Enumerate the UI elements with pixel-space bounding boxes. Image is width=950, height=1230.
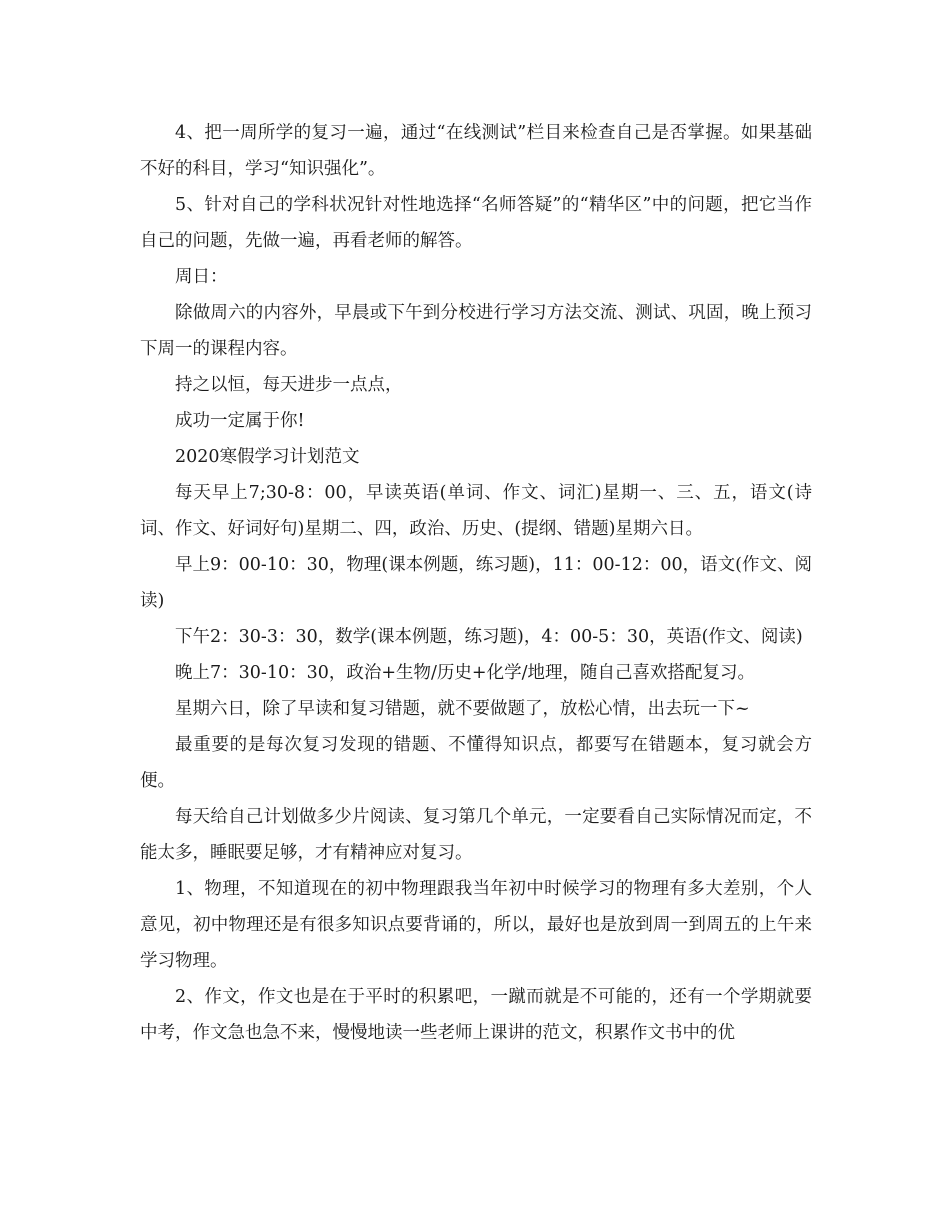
paragraph-3: 周日： <box>175 267 228 287</box>
paragraph-2: 5、针对自己的学科状况针对性地选择“名师答疑”的“精华区”中的问题，把它当作自己的问题，先做一遍，再看老师的解答。 <box>140 195 812 251</box>
document-body <box>140 115 812 1051</box>
paragraph-8: 每天早上7;30-8：00，早读英语(单词、作文、词汇)星期一、三、五，语文(诗词、作文、好词好句)星期二、四，政治、历史、(提纲、错题)星期六日。 <box>140 483 812 539</box>
section-heading: 2020寒假学习计划范文 <box>175 447 360 467</box>
paragraph-12: 星期六日，除了早读和复习错题，就不要做题了，放松心情，出去玩一下~ <box>175 699 750 719</box>
paragraph-16: 2、作文，作文也是在于平时的积累吧，一蹴而就是不可能的，还有一个学期就要中考，作文急也急不来，慢慢地读一些老师上课讲的范文，积累作文书中的优 <box>140 987 812 1043</box>
paragraph-15: 1、物理，不知道现在的初中物理跟我当年初中时候学习的物理有多大差别，个人意见，初中物理还是有很多知识点要背诵的，所以，最好也是放到周一到周五的上午来学习物理。 <box>140 879 812 971</box>
paragraph-10: 下午2：30-3：30，数学(课本例题，练习题)，4：00-5：30，英语(作文、阅读) <box>175 627 803 647</box>
paragraph-9: 早上9：00-10：30，物理(课本例题，练习题)，11：00-12：00，语文(作文、阅读) <box>140 555 812 611</box>
paragraph-11: 晚上7：30-10：30，政治+生物/历史+化学/地理，随自己喜欢搭配复习。 <box>175 663 755 683</box>
paragraph-5: 持之以恒，每天进步一点点， <box>175 375 403 395</box>
paragraph-4: 除做周六的内容外，早晨或下午到分校进行学习方法交流、测试、巩固，晚上预习下周一的课程内容。 <box>140 303 812 359</box>
paragraph-6: 成功一定属于你! <box>175 411 305 431</box>
paragraph-1: 4、把一周所学的复习一遍，通过“在线测试”栏目来检查自己是否掌握。如果基础不好的科目，学习“知识强化”。 <box>140 123 812 179</box>
paragraph-14: 每天给自己计划做多少片阅读、复习第几个单元，一定要看自己实际情况而定，不能太多，睡眠要足够，才有精神应对复习。 <box>140 807 812 863</box>
paragraph-13: 最重要的是每次复习发现的错题、不懂得知识点，都要写在错题本，复习就会方便。 <box>140 735 812 791</box>
